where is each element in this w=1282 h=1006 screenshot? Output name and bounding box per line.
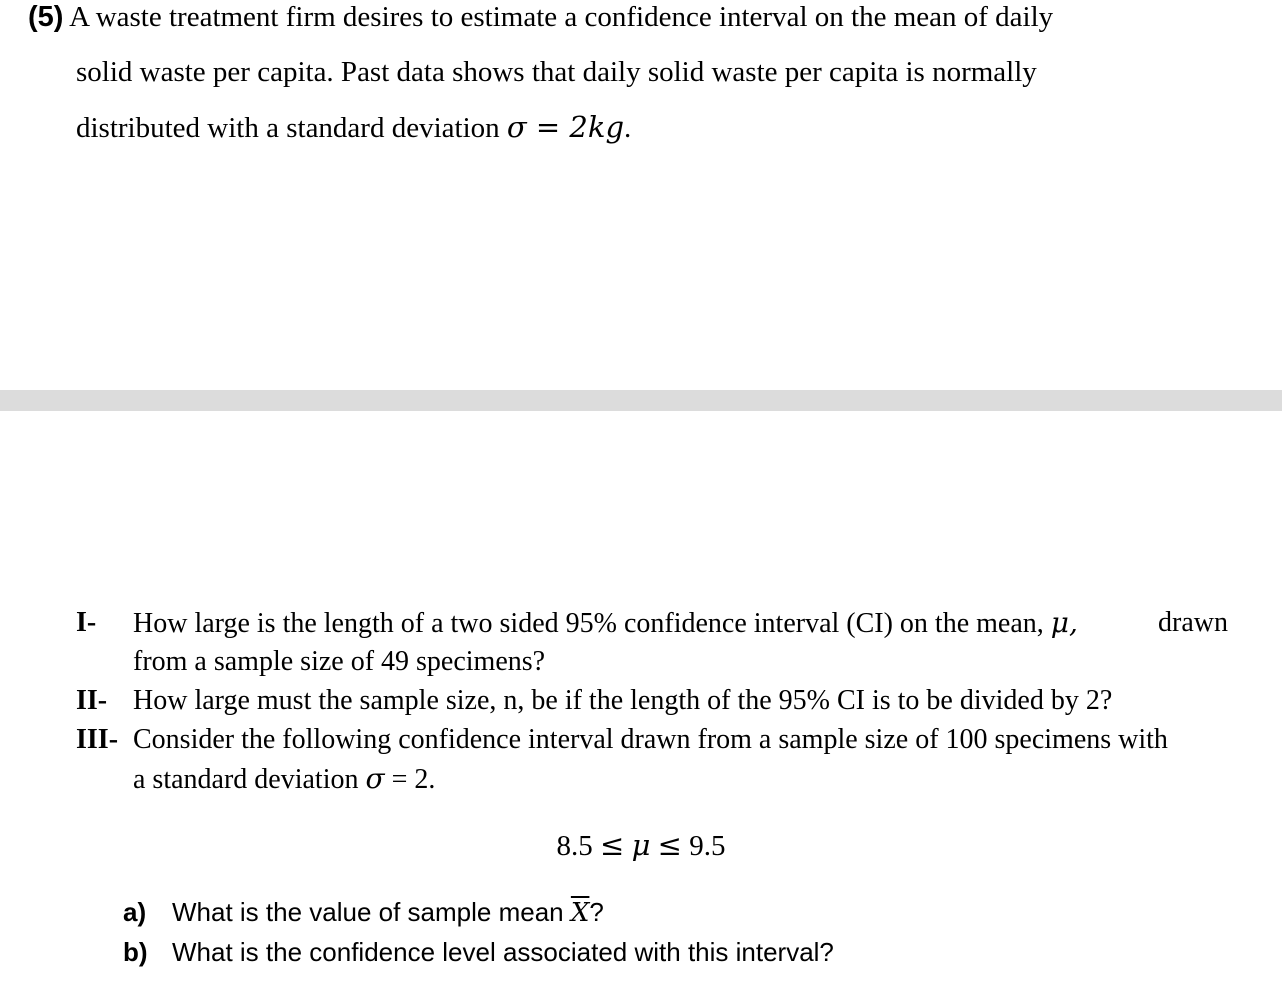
question-1-part-b: drawn (1158, 607, 1228, 638)
interval-le-2: ≤ (657, 828, 682, 862)
interval-lower: 8.5 (556, 830, 593, 862)
subquestion-b: What is the confidence level associated with this interval? (172, 937, 834, 967)
interval-upper: 9.5 (689, 830, 726, 862)
interval-mu: μ (631, 828, 651, 862)
problem-line-3 (76, 110, 631, 145)
subquestion-label-b: b) (123, 937, 148, 967)
interval-le-1: ≤ (600, 828, 625, 862)
question-3-line-1: Consider the following confidence interval drawn from a sample size of 100 specimens with (133, 724, 1168, 755)
xbar-symbol: $\overline{X}$ (570, 898, 590, 928)
mu-symbol: μ, (1050, 606, 1078, 639)
subquestion-label-a: a) (123, 897, 147, 927)
problem-text-line-2: solid waste per capita. Past data shows that daily solid waste per capita is normally (76, 56, 1037, 88)
question-label-3: III- (76, 724, 119, 755)
problem-line-2 (76, 55, 1037, 89)
question-label-2: II- (76, 685, 108, 716)
question-label-1: I- (76, 607, 97, 638)
section-divider (0, 390, 1282, 411)
confidence-interval (0, 828, 1282, 863)
question-1-line-2: from a sample size of 49 specimens? (133, 646, 546, 677)
question-2-line-1: How large must the sample size, n, be if the length of the 95% CI is to be divided by 2? (133, 685, 1113, 716)
question-1-part-a: How large is the length of a two sided 95% confidence interval (CI) on the mean, μ, (133, 606, 1078, 639)
problem-line-1 (28, 0, 1053, 34)
sigma-equation: σ = 2kg (506, 110, 625, 144)
problem-text-line-1: A waste treatment firm desires to estimate a confidence interval on the mean of daily (69, 1, 1054, 33)
question-3-line-2: a standard deviation σ = 2. (133, 762, 436, 795)
sigma-symbol: σ (365, 762, 385, 795)
question-1-line-1 (133, 606, 1228, 641)
problem-text-line-3: distributed with a standard deviation (76, 112, 507, 144)
problem-line-3-end: . (624, 112, 632, 144)
subquestion-a: What is the value of sample mean $\overline{X}$? (172, 897, 604, 928)
problem-number: (5) (28, 1, 64, 33)
